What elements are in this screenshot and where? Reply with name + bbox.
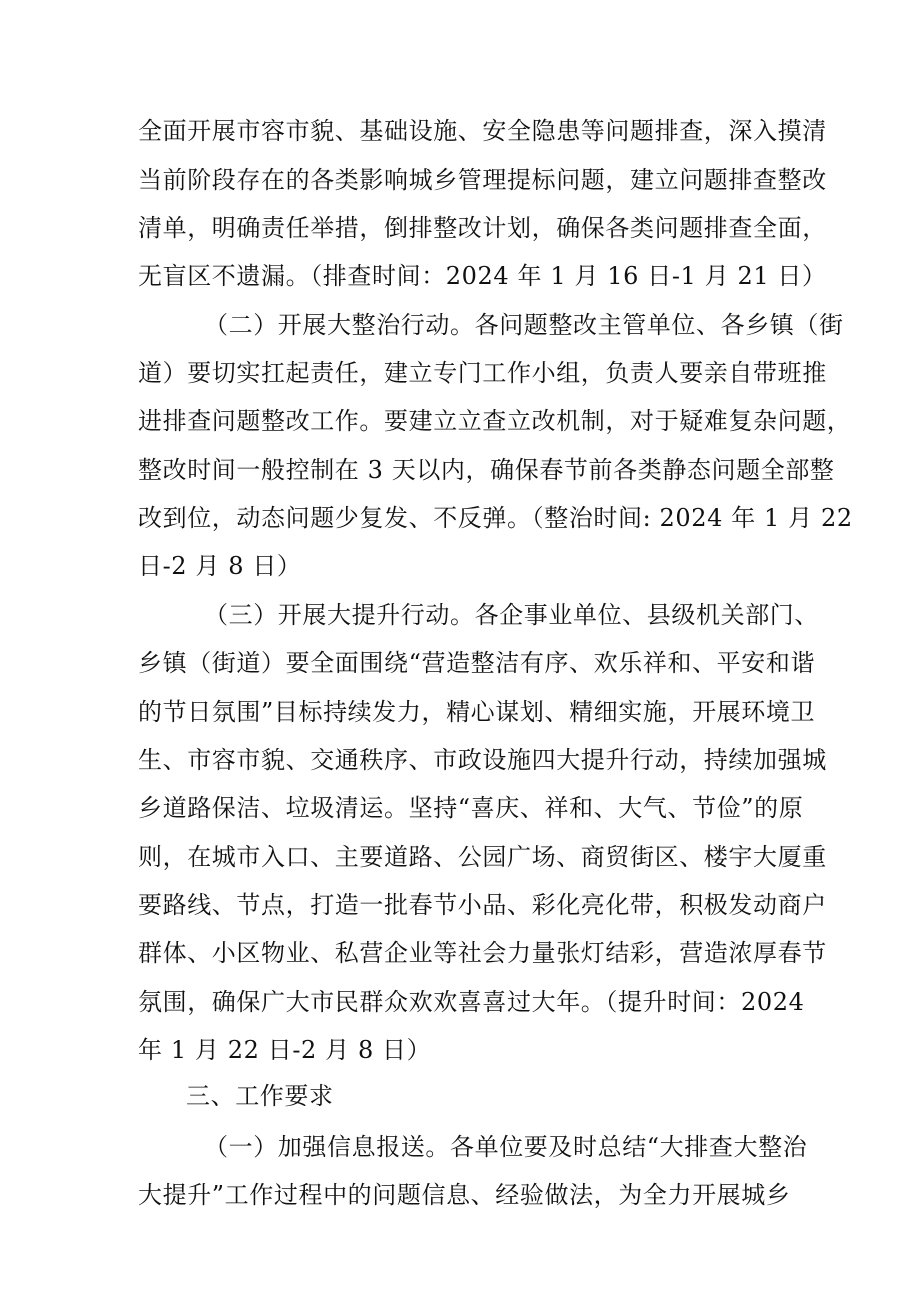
body-text-line: 的节日氛围”目标持续发力，精心谋划、精细实施，开展环境卫	[138, 698, 816, 726]
body-text-line: 乡道路保洁、垃圾清运。坚持“喜庆、祥和、大气、节俭”的原	[138, 794, 804, 822]
body-text-line: 道）要切实扛起责任，建立专门工作小组，负责人要亲自带班推	[138, 359, 827, 387]
body-text-line: 氛围，确保广大市民群众欢欢喜喜过大年。（提升时间：2024	[138, 988, 805, 1016]
body-text-line: 年 1 月 22 日-2 月 8 日）	[138, 1036, 432, 1064]
body-text-line: 生、市容市貌、交通秩序、市政设施四大提升行动，持续加强城	[138, 746, 827, 774]
body-text-line: 清单，明确责任举措，倒排整改计划，确保各类问题排查全面，	[138, 214, 827, 242]
body-text-line: 整改时间一般控制在 3 天以内，确保春节前各类静态问题全部整	[138, 456, 835, 484]
body-text-line: 乡镇（街道）要全面围绕“营造整洁有序、欢乐祥和、平安和谐	[138, 649, 816, 677]
body-text-line: 当前阶段存在的各类影响城乡管理提标问题，建立问题排查整改	[138, 166, 827, 194]
body-text-line: 全面开展市容市貌、基础设施、安全隐患等问题排查，深入摸清	[138, 117, 827, 145]
body-text-line: 群体、小区物业、私营企业等社会力量张灯结彩，营造浓厚春节	[138, 939, 827, 967]
body-text-line: 进排查问题整改工作。要建立立查立改机制，对于疑难复杂问题，	[138, 407, 852, 435]
paragraph-3-first-line: （三）开展大提升行动。各企事业单位、县级机关部门、	[204, 601, 819, 629]
body-text-line: 日-2 月 8 日）	[138, 552, 302, 580]
body-text-line: 则，在城市入口、主要道路、公园广场、商贸街区、楼宇大厦重	[138, 843, 827, 871]
body-text-line: 改到位，动态问题少复发、不反弹。（整治时间: 2024 年 1 月 22	[138, 504, 853, 532]
body-text-line: 无盲区不遗漏。（排查时间：2024 年 1 月 16 日-1 月 21 日）	[138, 262, 827, 290]
body-text-line: 大提升”工作过程中的问题信息、经验做法，为全力开展城乡	[138, 1181, 791, 1209]
paragraph-2-first-line: （二）开展大整治行动。各问题整改主管单位、各乡镇（街	[204, 311, 844, 339]
paragraph-4-first-line: （一）加强信息报送。各单位要及时总结“大排查大整治	[204, 1133, 808, 1161]
section-heading: 三、工作要求	[186, 1082, 334, 1110]
body-text-line: 要路线、节点，打造一批春节小品、彩化亮化带，积极发动商户	[138, 891, 827, 919]
